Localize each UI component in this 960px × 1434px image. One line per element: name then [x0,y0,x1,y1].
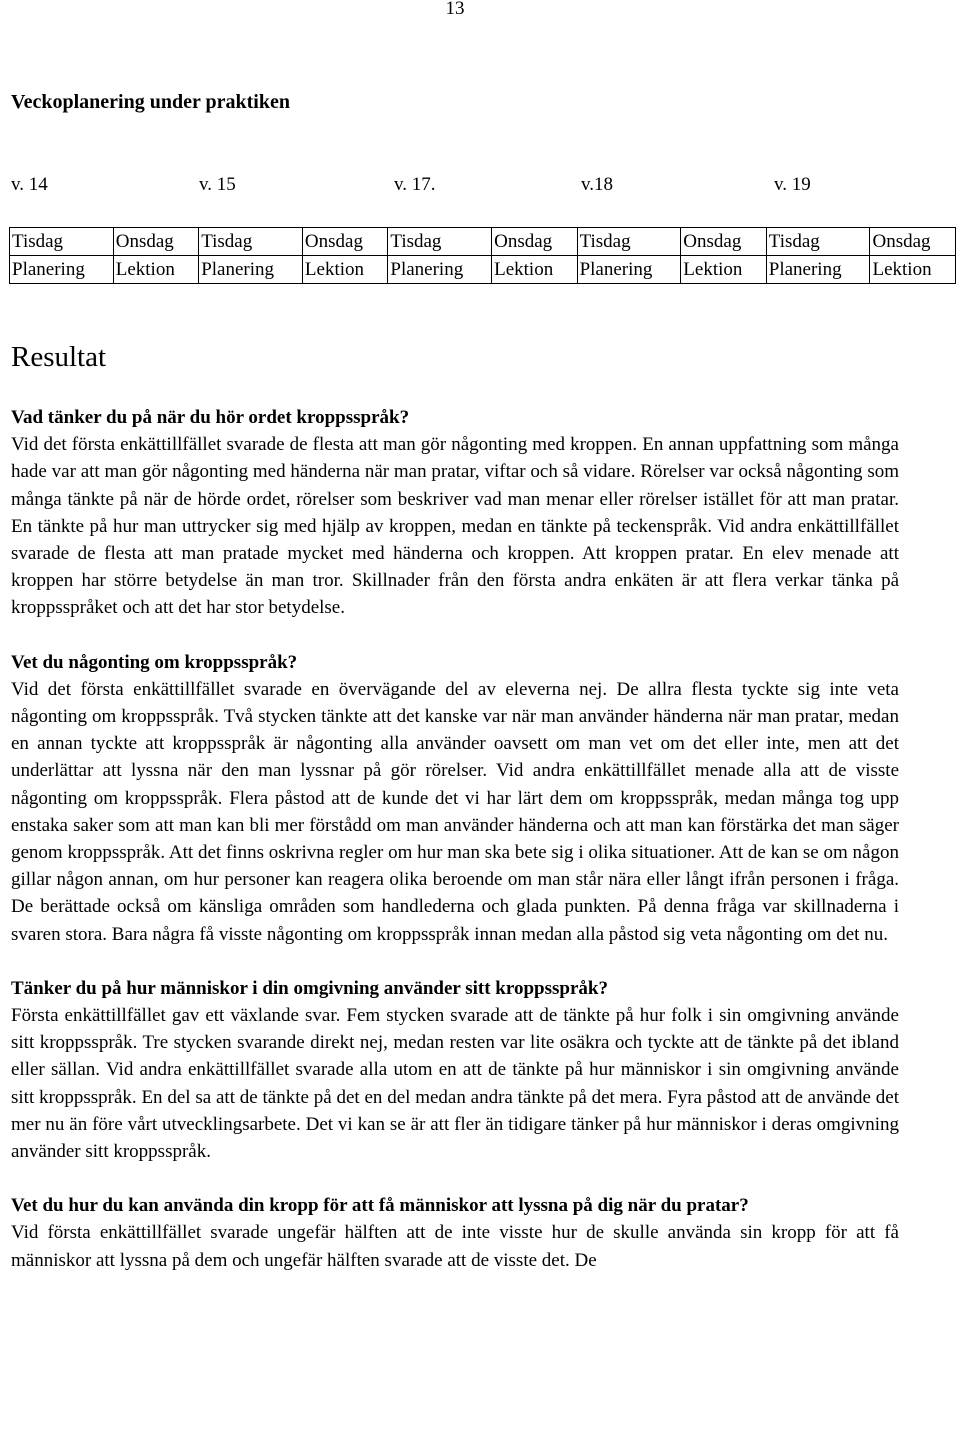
answer-paragraph: Vid det första enkättillfället svarade de flesta att man gör någonting med kroppen. En annan uppfattning som många hade var att man gör någonting med händerna när man pratar, viftar och så vidare. Rörelser var också någonting som många tänkte på när de hörde ordet, rörelser som beskriver vad man menar eller rörelser istället för att man pratar. En tänkte på hur man uttrycker sig med hjälp av kroppen, medan en tänkte på teckenspråk. Vid andra enkättillfället svarade de flesta att man pratade mycket med händerna och kroppen. Att kroppen pratar. En elev menade att kroppen har större betydelse än man tror. Skillnader från den första andra enkäten är att flera verkar tänka på kroppsspråket och att det har stor betydelse. [11,434,899,619]
week-label: v. 14 [11,174,48,195]
table-row [10,256,956,284]
document-title: Veckoplanering under praktiken [11,91,290,113]
question-heading: Vad tänker du på när du hör ordet kroppsspråk? [11,407,410,428]
question-heading: Vet du hur du kan använda din kropp för att få människor att lyssna på dig när du pratar? [11,1195,749,1217]
page-number: 13 [445,0,465,19]
week-label: v. 17. [394,174,436,195]
activity-cell: Lektion [302,256,387,284]
activity-cell: Planering [10,256,114,284]
activity-cell: Lektion [681,256,766,284]
activity-cell: Planering [766,256,870,284]
week-label: v. 19 [774,174,811,195]
day-cell: Tisdag [577,228,681,256]
day-cell: Tisdag [199,228,303,256]
day-cell: Tisdag [388,228,492,256]
day-cell: Onsdag [113,228,198,256]
answer-paragraph: Vid det första enkättillfället svarade en övervägande del av eleverna nej. De allra flesta tyckte sig inte veta någonting om kroppsspråk. Två stycken tänkte att det kanske var när man använder händerna när man pratar, medan en annan tyckte att kroppsspråk är någonting alla använder oavsett om man vet om det eller inte, men att det underlättar att lyssna när den man lyssnar på gör rörelser. Vid andra enkättillfället menade alla att de visste någonting om kroppsspråk. Flera påstod att de kunde det vi har lärt dem om kroppsspråk, medan många tog upp enstaka saker som att man kan bli mer förstådd om man använder händerna och att man kan förstärka det man säger genom kroppsspråk. Att det finns oskrivna regler om hur man ska bete sig i olika situationer. Att de kan se om någon gillar någon annan, om hur personer kan reagera olika beroende om man står nära eller långt ifrån personen i fråga. De berättade också om känsliga områden som handlederna och glada punkten. På denna fråga var skillnaderna i svaren stora. Bara några få visste någonting om kroppsspråk innan medan alla påstod sig veta någonting om det nu. [11,678,899,945]
day-cell: Onsdag [302,228,387,256]
table-row [10,228,956,256]
answer-paragraph: Vid första enkättillfället svarade ungefär hälften att de inte visste hur de skulle använda sin kropp för att få människor att lyssna på dem och ungefär hälften svarade att de visste det. De [11,1222,899,1271]
answer-paragraph: Första enkättillfället gav ett växlande svar. Fem stycken svarade att de tänkte på hur folk i sin omgivning använde sitt kroppsspråk. Tre stycken svarande direkt nej, medan resten var lite osäkra och tyckte att de tänkte på det ibland eller sällan. Vid andra enkättillfället svarade alla utom en att de tänkte på hur människor i sin omgivning använde sitt kroppsspråk. En del sa att de tänkte på det en del medan andra tänkte på det mera. Fyra påstod att de använde det mer nu än före vårt utvecklingsarbete. Det vi kan se är att fler än tidigare tänker på hur människor i deras omgivning använder sitt kroppsspråk. [11,1005,899,1163]
week-label: v.18 [581,174,614,195]
results-content [11,404,899,1274]
schedule-table [9,227,956,284]
day-cell: Onsdag [870,228,956,256]
activity-cell: Lektion [492,256,577,284]
activity-cell: Planering [199,256,303,284]
question-heading: Vet du någonting om kroppsspråk? [11,651,298,673]
day-cell: Onsdag [681,228,766,256]
day-cell: Tisdag [10,228,114,256]
day-cell: Tisdag [766,228,870,256]
activity-cell: Lektion [870,256,956,284]
activity-cell: Lektion [113,256,198,284]
activity-cell: Planering [388,256,492,284]
question-heading: Tänker du på hur människor i din omgivning använder sitt kroppsspråk? [11,977,608,999]
week-label: v. 15 [199,174,236,195]
activity-cell: Planering [577,256,681,284]
result-heading: Resultat [11,341,107,373]
day-cell: Onsdag [492,228,577,256]
